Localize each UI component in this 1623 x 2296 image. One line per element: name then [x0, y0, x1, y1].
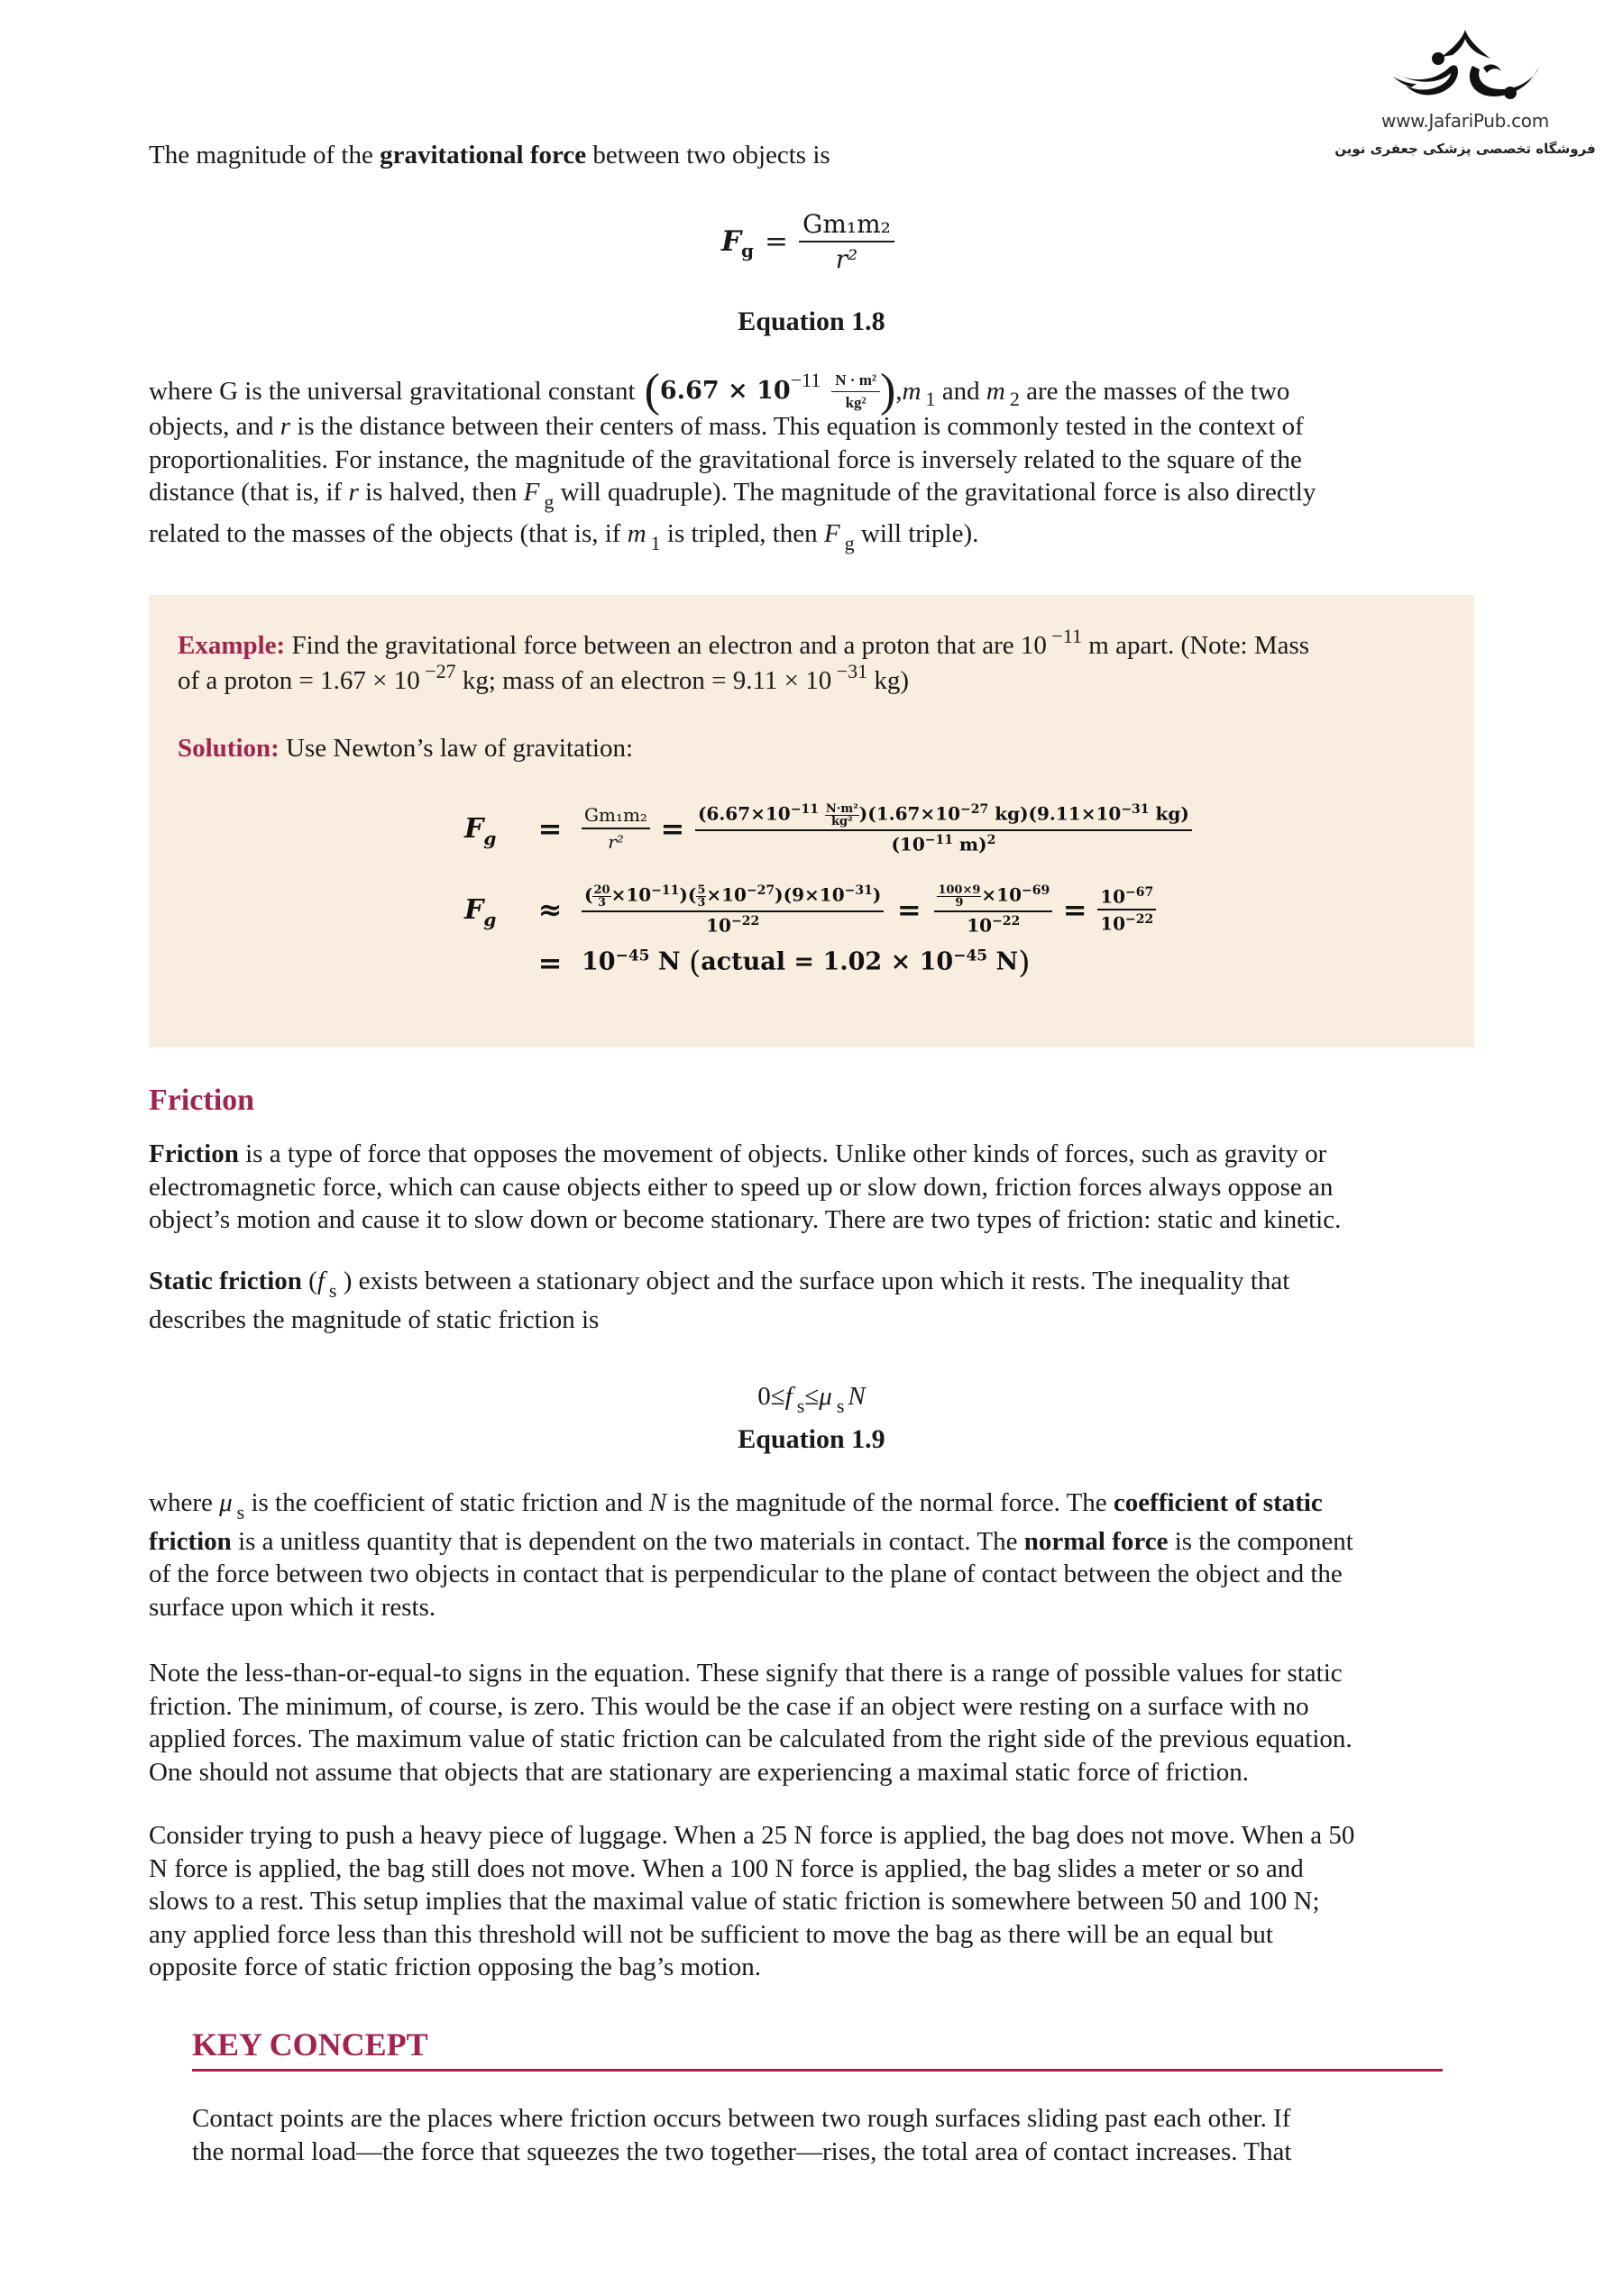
equation-label-1-9: Equation 1.9	[738, 1424, 885, 1454]
equation-label-1-8: Equation 1.8	[738, 306, 885, 336]
intro-paragraph	[149, 139, 830, 172]
eq-lhs-sub: g	[741, 240, 754, 261]
calc-row-2	[464, 883, 1156, 936]
calc-rel: =	[660, 811, 685, 846]
exp: −27	[419, 659, 456, 682]
key-concept-heading: KEY CONCEPT	[192, 2026, 428, 2063]
text: is the component	[1168, 1526, 1353, 1556]
text: Find the gravitational force between an electron and a proton that are 10	[285, 631, 1047, 660]
constant-line-1	[149, 365, 1483, 417]
var-F: F	[823, 518, 840, 548]
eq-sub: s	[796, 1395, 805, 1417]
calligraphy-logo-icon	[1375, 23, 1555, 108]
text: where G is the universal gravitational constant	[149, 377, 636, 407]
eq-numerator: Gm₁m₂	[799, 209, 894, 242]
calc-rel: ≈	[537, 892, 563, 928]
text: distance (that is, if	[149, 478, 349, 507]
calc-rel: =	[1062, 892, 1087, 928]
term-gravitational-force: gravitational force	[380, 141, 587, 169]
var-F: F	[523, 478, 540, 507]
friction-paragraph-1	[149, 1138, 1492, 1237]
publisher-logo	[1330, 23, 1600, 157]
text: (	[301, 1267, 317, 1295]
key-concept-divider	[192, 2069, 1443, 2072]
calc-lhs: $F_g$	[464, 893, 497, 930]
var-N: N	[649, 1488, 667, 1517]
var-m: m	[986, 377, 1005, 407]
var-r: r	[348, 478, 359, 507]
example-label: Example:	[178, 631, 286, 660]
calc-rel: =	[896, 892, 922, 928]
text: and	[935, 377, 986, 407]
calc-row-3	[518, 945, 1030, 981]
calc-frac-gm1m2: $\frac{\text{Gm₁m₂}}{\text{r²}}$	[582, 804, 650, 853]
constant-paragraph	[149, 365, 1483, 554]
line: the normal load—the force that squeezes the two together—rises, the total area of contact increases. That	[192, 2136, 1292, 2166]
term-normal-force: normal force	[1023, 1526, 1169, 1556]
sub: 1	[650, 531, 661, 554]
eq-N: N	[848, 1382, 866, 1411]
text: are the masses of the two	[1019, 377, 1290, 407]
text: will quadruple). The magnitude of the gravitational force is also directly	[554, 478, 1316, 507]
line: electromagnetic force, which can cause objects either to speed up or slow down, friction forces always oppose an	[149, 1172, 1334, 1202]
example-box	[149, 595, 1474, 1047]
text: between two objects is	[586, 141, 830, 169]
eq-sub: s	[836, 1395, 845, 1417]
text: is a type of force that opposes the movement of objects. Unlike other kinds of forces, such as gravity or	[238, 1139, 1327, 1168]
example-problem	[178, 625, 1458, 699]
sub: g	[844, 531, 855, 554]
section-heading-friction: Friction	[149, 1084, 255, 1117]
unit-num: N · m²	[831, 371, 880, 392]
line: describes the magnitude of static friction is	[149, 1304, 600, 1334]
sub: 2	[1009, 388, 1020, 411]
text: is the distance between their centers of mass. This equation is commonly tested in the context of	[290, 412, 1304, 441]
text: objects, and	[149, 412, 280, 441]
eq-le: ≤	[804, 1382, 820, 1411]
line	[149, 1138, 1492, 1171]
var-f: f	[316, 1267, 325, 1295]
line: applied forces. The maximum value of static friction can be calculated from the right side of the previous equation.	[149, 1724, 1352, 1753]
line: opposite force of static friction opposing the bag’s motion.	[149, 1953, 761, 1981]
text: where	[149, 1488, 220, 1517]
equation-1-8	[721, 209, 894, 274]
eq-zero: 0	[757, 1382, 771, 1411]
calc-rel: =	[537, 811, 563, 846]
sub: g	[544, 490, 555, 513]
eq-denominator: r²	[835, 244, 858, 274]
var-m: m	[627, 518, 646, 548]
line	[149, 1486, 1501, 1522]
text: kg; mass of an electron = 9.11 × 10	[455, 665, 832, 695]
text: ) exists between a stationary object and the surface upon which it rests. The inequality that	[336, 1267, 1290, 1295]
term-friction: friction	[149, 1526, 232, 1556]
line: Consider trying to push a heavy piece of luggage. When a 25 N force is applied, the bag does not move. When a 50	[149, 1821, 1355, 1850]
exp: −31	[831, 659, 868, 682]
text: is tripled, then	[660, 518, 824, 548]
friction-paragraph-4	[149, 1657, 1501, 1788]
calc-rel: =	[537, 946, 563, 980]
constant-line-3: proportionalities. For instance, the magnitude of the gravitational force is inversely related to the square of the	[149, 444, 1302, 474]
equation-1-9	[631, 1382, 992, 1417]
text: m apart. (Note: Mass	[1082, 631, 1310, 660]
open-paren: (	[644, 365, 660, 417]
calc-frac-simplified: $\frac{100\times 9}{9}$ $\times 10^{-69}$ $10^{-22}$	[934, 883, 1052, 936]
eq-fraction	[799, 209, 894, 274]
text: is the magnitude of the normal force. The	[666, 1488, 1114, 1517]
line: Contact points are the places where friction occurs between two rough surfaces sliding past each other. If	[192, 2104, 1291, 2133]
eq-equals: =	[765, 225, 788, 258]
friction-paragraph-2	[149, 1265, 1492, 1336]
line: any applied force less than this threshold will not be sufficient to move the bag as there will be an equal but	[149, 1919, 1273, 1949]
g-constant-value: 6.67 × 10	[659, 377, 791, 406]
term-static-friction: Static friction	[149, 1267, 302, 1295]
line: of the force between two objects in contact that is perpendicular to the plane of contact between the object and the	[149, 1560, 1343, 1588]
text: is the coefficient of static friction and	[244, 1488, 650, 1517]
line: object’s motion and cause it to slow down or become stationary. There are two types of friction: static and kinetic.	[149, 1205, 1342, 1234]
eq-f: f	[784, 1382, 793, 1411]
friction-paragraph-3	[149, 1486, 1501, 1624]
publisher-url[interactable]: www.JafariPub.com	[1381, 110, 1549, 132]
text: Use Newton’s law of gravitation:	[279, 734, 634, 763]
text: kg)	[867, 665, 910, 695]
term-coefficient: coefficient of static	[1113, 1488, 1323, 1517]
line	[149, 1525, 1501, 1559]
constant-line-4	[149, 476, 1483, 511]
eq-mu: μ	[819, 1382, 832, 1411]
text: is a unitless quantity that is dependent on the two materials in contact. The	[231, 1526, 1024, 1556]
calc-frac-approx: ( $\frac{20}{3}$ $\times 10^{-11}$)( $\frac{5}{3}$ $\times 10^{-27})(9\times 10^{-31})$ $10^{-22}$	[582, 883, 884, 936]
calc-frac-final: $\frac{10^{-67}}{10^{-22}}$	[1097, 885, 1156, 935]
text: ,	[895, 377, 903, 407]
text: will triple).	[854, 518, 979, 548]
key-concept-body	[192, 2102, 1454, 2168]
calc-frac-substituted: ($6.67\times 10^{-11}$ $\frac{\text{N·m²}}{\text{kg²}}$ )($1.67\times 10^{-27}$ $kg)(9.11\times 10^{-31}$ kg) ($10^{-11}$ m)$^2$	[695, 802, 1192, 855]
term-friction: Friction	[149, 1139, 239, 1168]
line	[149, 1265, 1492, 1300]
text: related to the masses of the objects (that is, if	[149, 518, 628, 548]
var-m: m	[902, 377, 922, 407]
calc-lhs: $F_g$	[464, 812, 497, 849]
exp: −11	[1046, 625, 1083, 647]
var-mu: μ	[219, 1488, 233, 1517]
var-r: r	[280, 412, 291, 441]
eq-lhs: F	[721, 225, 742, 258]
calc-row-1	[464, 802, 1192, 855]
text: of a proton = 1.67 × 10	[178, 665, 420, 695]
line: surface upon which it rests.	[149, 1592, 436, 1622]
text: The magnitude of the	[149, 141, 381, 169]
g-constant-unit	[831, 371, 880, 412]
sub: s	[328, 1279, 337, 1302]
text: is halved, then	[358, 478, 524, 507]
sub: 1	[925, 388, 936, 411]
line: N force is applied, the bag still does not move. When a 100 N force is applied, the bag slides a meter or so and	[149, 1853, 1304, 1883]
eq-le: ≤	[770, 1382, 785, 1411]
sub: s	[236, 1501, 245, 1523]
constant-line-5	[149, 517, 1483, 553]
friction-paragraph-5	[149, 1819, 1501, 1984]
solution-intro	[178, 732, 633, 765]
line: Note the less-than-or-equal-to signs in the equation. These signify that there is a range of possible values for static	[149, 1659, 1343, 1688]
line: slows to a rest. This setup implies that the maximal value of static friction is somewhere between 50 and 100 N;	[149, 1887, 1320, 1916]
unit-den: kg²	[845, 394, 867, 411]
calc-result: $10^{-45}$ N (actual = $1.02 \times 10^{-45}$ N)	[582, 945, 1031, 981]
constant-line-2	[149, 410, 1483, 444]
g-constant-exp: −11	[790, 369, 821, 392]
line: One should not assume that objects that are stationary are experiencing a maximal static force of friction.	[149, 1757, 1249, 1787]
line: friction. The minimum, of course, is zero. This would be the case if an object were resting on a surface with no	[149, 1691, 1309, 1721]
close-paren: )	[879, 365, 896, 417]
publisher-tagline: فروشگاه تخصصی پزشکی جعفری نوین	[1334, 141, 1596, 157]
solution-label: Solution:	[178, 734, 280, 763]
